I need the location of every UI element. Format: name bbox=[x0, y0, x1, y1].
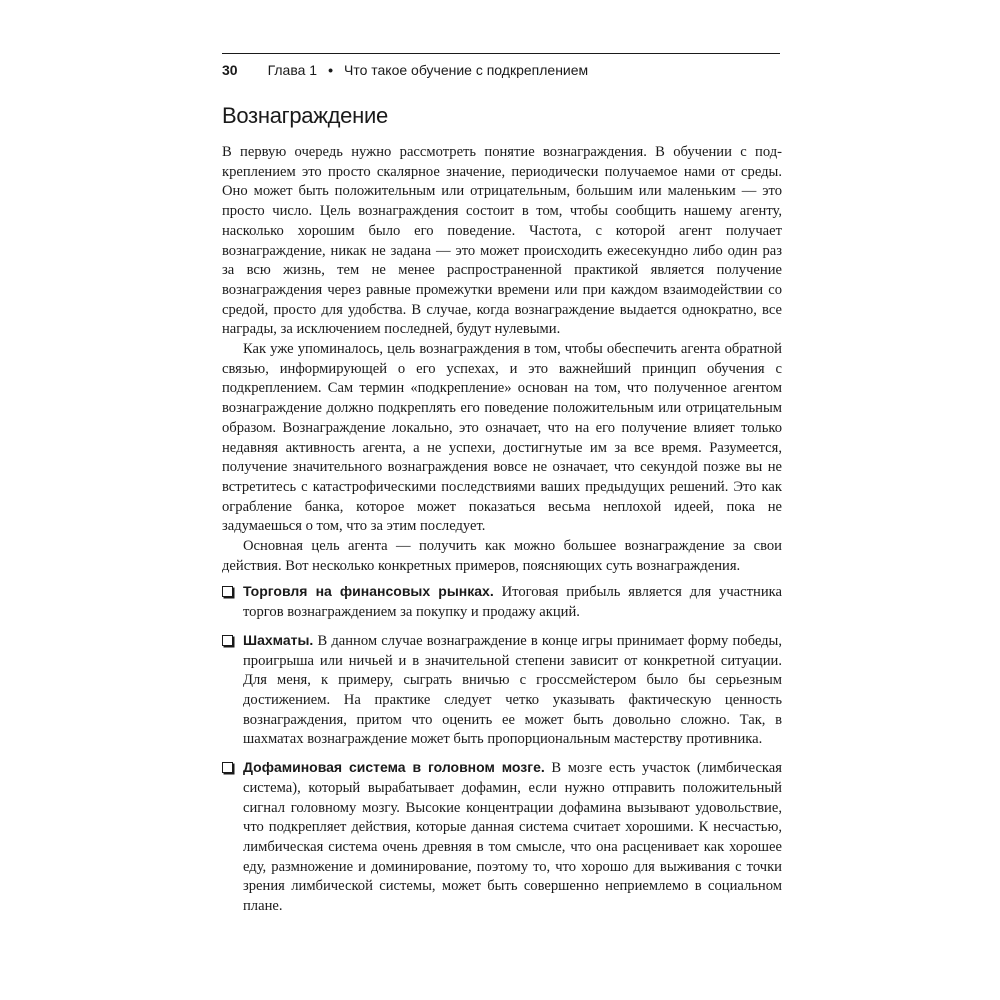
list-item-term: Торговля на финансовых рынках. bbox=[243, 583, 494, 600]
paragraph: Как уже упоминалось, цель вознаграждения в том, чтобы обеспечить агента обратной связью, информирующей о его успехах, и это важнейший принцип обучения с подкреплением. Сам термин «подкрепление» основан на том, что полученное агентом вознаграждение должно подкреплять его поведение положительным или отрицательным образом. Вознаграждение локально, это означает, что на его получение влияет только недавняя активность агента, а не успехи, достигнутые им за все время. Разумеется, получение значительного вознаграждения вовсе не означает, что секундой позже вы не встретитесь с катастрофическими последствиями ваших предыдущих решений. Это как ограбление банка, которое может показаться весьма неплохой идеей, пока не задумаешься о том, что за этим последует. bbox=[222, 341, 782, 535]
checkbox-bullet-icon bbox=[222, 635, 233, 646]
list-item bbox=[222, 582, 782, 622]
section-title: Вознаграждение bbox=[222, 103, 388, 128]
example-list bbox=[222, 582, 782, 916]
running-head bbox=[222, 53, 780, 79]
list-item-text: Итоговая прибыль является для участника торгов вознаграждением за покупку и продажу акций. bbox=[243, 584, 782, 621]
page-number: 30 bbox=[222, 62, 238, 78]
checkbox-bullet-icon bbox=[222, 586, 233, 597]
list-item-text: В данном случае вознаграждение в конце игры принимает форму победы, проигрыша или ничьей и в значительной степени зависит от конкретной ситуации. Для меня, к примеру, сыграть вничью с гроссмейстером было бы серьезным достижением. На практике следует четко указывать фактическую ценность вознаграждения, притом что оценить ее может быть довольно сложно. Так, в шахматах вознаграждение может быть пропорциональным мастерству противника. bbox=[243, 632, 782, 748]
list-item-term: Дофаминовая система в головном мозге. bbox=[243, 759, 545, 776]
bullet-separator: • bbox=[328, 62, 333, 78]
chapter-label: Глава 1 bbox=[267, 62, 318, 78]
chapter-title: Что такое обучение с подкреплением bbox=[343, 62, 589, 78]
list-item-term: Шахматы. bbox=[243, 631, 314, 648]
body-text bbox=[222, 143, 782, 925]
list-item-text: В мозге есть участок (лимбическая система), который вырабатывает дофамин, если нужно отправить положительный сигнал головному мозгу. Высокие концентрации дофамина вызывают удовольствие, что подкрепляет действия, которые данная система считает хорошими. К несчастью, лимбическая система очень древняя в том смысле, что она расценивает как хорошее еду, размножение и доминирование, поэтому то, что хорошо для выживания с точки зрения лимбической системы, может быть совершенно неприемлемо в социальном плане. bbox=[243, 760, 782, 915]
paragraph: В первую очередь нужно рассмотреть понятие вознаграждения. В обучении с подкреплением это просто скалярное значение, периодически получаемое нами от среды. Оно может быть положительным или отрицательным, большим или маленьким — это просто число. Цель вознаграждения состоит в том, чтобы сообщить нашему агенту, насколько хорошим было его поведение. Частота, с которой агент получает вознаграждение, никак не задана — это может происходить ежесекундно либо один раз за всю жизнь, тем не менее распространенной практикой является получение вознаграждения через равные промежутки времени или при каждом взаимодействии со средой, просто для удобства. В случае, когда вознаграждение выдается однократно, все награды, за исключением последней, будут нулевыми. bbox=[222, 144, 782, 338]
paragraph: Основная цель агента — получить как можно большее вознаграждение за свои действия. Вот несколько конкретных примеров, поясняющих суть вознаграждения. bbox=[222, 538, 782, 574]
list-item bbox=[222, 631, 782, 750]
checkbox-bullet-icon bbox=[222, 762, 233, 773]
list-item bbox=[222, 758, 782, 917]
